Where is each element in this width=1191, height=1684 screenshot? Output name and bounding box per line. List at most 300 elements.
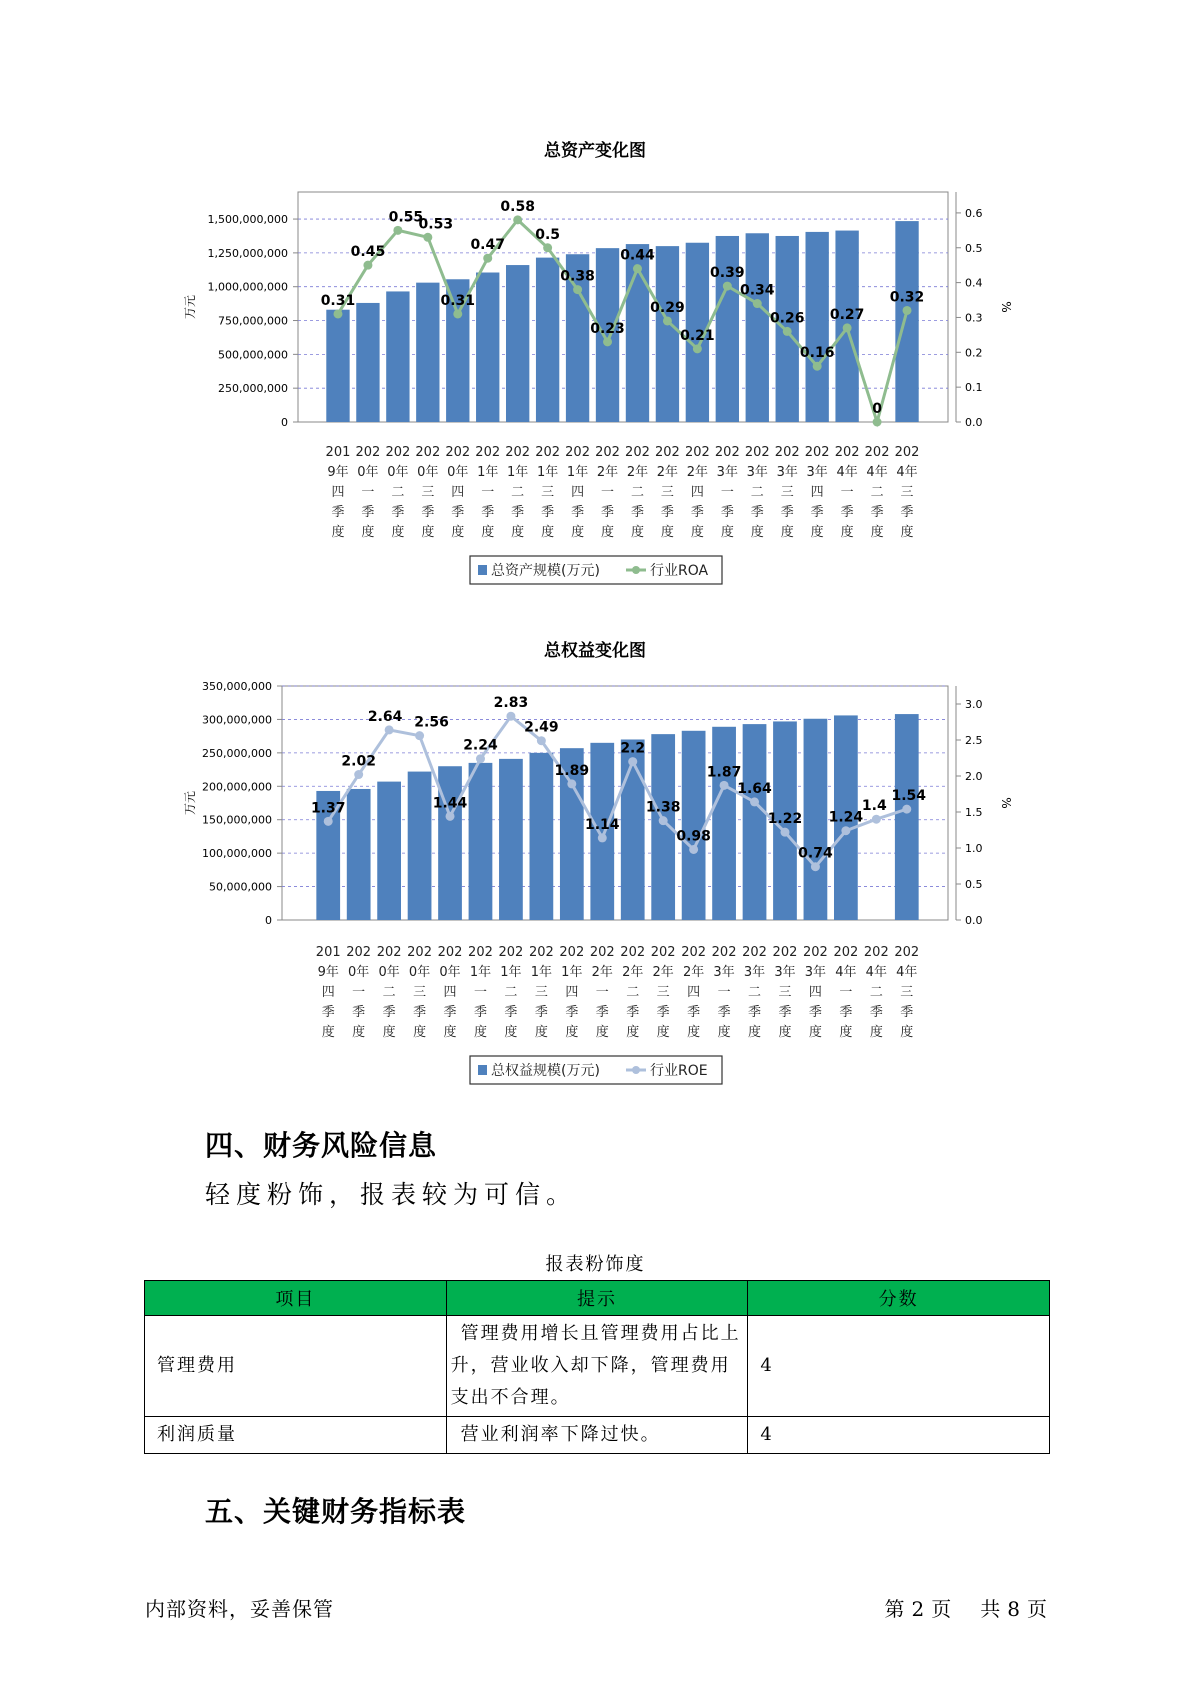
legend-label-bar: 总资产规模(万元) bbox=[491, 563, 600, 579]
column-header-hint: 提示 bbox=[446, 1281, 748, 1316]
bar bbox=[326, 310, 349, 422]
row-hint: 营业利润率下降过快。 bbox=[446, 1417, 748, 1454]
data-label: 1.24 bbox=[828, 809, 864, 826]
x-tick-label: 一 bbox=[839, 985, 853, 1000]
bar bbox=[386, 291, 409, 422]
x-tick-label: 度 bbox=[541, 525, 555, 540]
x-tick-label: 2年 bbox=[686, 465, 709, 480]
bar bbox=[536, 258, 559, 422]
x-tick-label: 1年 bbox=[536, 465, 559, 480]
x-tick-label: 1年 bbox=[566, 465, 589, 480]
x-tick-label: 202 bbox=[864, 445, 890, 460]
line-point bbox=[841, 826, 850, 835]
section4-heading: 四、财务风险信息 bbox=[205, 1129, 438, 1162]
x-tick-label: 三 bbox=[780, 485, 794, 500]
x-tick-label: 季 bbox=[780, 505, 794, 520]
data-label: 0.44 bbox=[620, 247, 655, 264]
x-tick-label: 3年 bbox=[743, 965, 766, 980]
x-tick-label: 4年 bbox=[836, 465, 858, 480]
x-tick-label: 度 bbox=[780, 525, 794, 540]
x-tick-label: 4年 bbox=[865, 965, 887, 980]
page-unit: 页 bbox=[931, 1597, 953, 1621]
line-point bbox=[354, 770, 363, 779]
x-tick-label: 9年 bbox=[317, 965, 339, 980]
line-point bbox=[873, 418, 882, 427]
x-tick-label: 四 bbox=[565, 985, 579, 1000]
line-point bbox=[483, 254, 492, 263]
y-left-tick-label: 150,000,000 bbox=[202, 813, 272, 827]
x-tick-label: 度 bbox=[778, 1025, 792, 1040]
line-point bbox=[663, 316, 672, 325]
x-tick-label: 度 bbox=[352, 1025, 366, 1040]
line-point bbox=[543, 243, 552, 252]
x-tick-label: 二 bbox=[630, 485, 644, 500]
x-tick-label: 季 bbox=[630, 505, 644, 520]
legend-swatch-bar bbox=[478, 565, 487, 575]
x-tick-label: 度 bbox=[869, 1025, 883, 1040]
table-row bbox=[145, 1417, 1050, 1454]
x-tick-label: 四 bbox=[690, 485, 704, 500]
x-tick-label: 度 bbox=[595, 1025, 609, 1040]
x-tick-label: 202 bbox=[475, 445, 501, 460]
x-tick-label: 度 bbox=[660, 525, 674, 540]
bar bbox=[499, 759, 523, 920]
y-left-tick-label: 100,000,000 bbox=[202, 847, 272, 861]
x-tick-label: 季 bbox=[595, 1005, 609, 1020]
x-tick-label: 二 bbox=[869, 985, 883, 1000]
x-tick-label: 季 bbox=[900, 1005, 914, 1020]
x-tick-label: 度 bbox=[717, 1025, 731, 1040]
x-tick-label: 二 bbox=[511, 485, 525, 500]
x-tick-label: 1年 bbox=[469, 965, 492, 980]
x-tick-label: 度 bbox=[473, 1025, 487, 1040]
line-point bbox=[415, 731, 424, 740]
x-tick-label: 季 bbox=[869, 1005, 883, 1020]
x-tick-label: 3年 bbox=[774, 965, 796, 980]
x-tick-label: 季 bbox=[571, 505, 585, 520]
row-hint: 管理费用增长且管理费用占比上升，营业收入却下降，管理费用支出不合理。 bbox=[446, 1316, 748, 1417]
line-point bbox=[780, 828, 789, 837]
x-tick-label: 度 bbox=[839, 1025, 853, 1040]
x-tick-label: 二 bbox=[391, 485, 405, 500]
line-point bbox=[513, 215, 522, 224]
line-point bbox=[423, 233, 432, 242]
x-tick-label: 度 bbox=[361, 525, 375, 540]
column-header-score: 分数 bbox=[748, 1281, 1050, 1316]
x-tick-label: 季 bbox=[626, 1005, 640, 1020]
total-equity-chart-svg bbox=[0, 620, 1191, 1100]
data-label: 0.31 bbox=[320, 292, 356, 309]
x-tick-label: 季 bbox=[656, 1005, 670, 1020]
total-num: 8 bbox=[1007, 1597, 1021, 1621]
x-tick-label: 一 bbox=[717, 985, 731, 1000]
data-label: 0 bbox=[872, 401, 882, 417]
line-point bbox=[659, 816, 668, 825]
data-label: 1.54 bbox=[891, 788, 927, 805]
y-left-tick-label: 0 bbox=[281, 416, 288, 429]
x-tick-label: 季 bbox=[839, 1005, 853, 1020]
data-label: 0.38 bbox=[560, 268, 595, 285]
x-tick-label: 一 bbox=[595, 985, 609, 1000]
y-left-tick-label: 50,000,000 bbox=[209, 880, 272, 894]
bar bbox=[682, 731, 706, 920]
x-tick-label: 0年 bbox=[357, 465, 379, 480]
x-tick-label: 季 bbox=[870, 505, 884, 520]
x-tick-label: 季 bbox=[473, 1005, 487, 1020]
bar bbox=[506, 265, 529, 422]
x-tick-label: 度 bbox=[443, 1025, 457, 1040]
x-tick-label: 四 bbox=[808, 985, 822, 1000]
x-tick-label: 度 bbox=[900, 525, 914, 540]
data-label: 0.39 bbox=[710, 265, 745, 282]
x-tick-label: 一 bbox=[481, 485, 495, 500]
x-tick-label: 202 bbox=[655, 445, 680, 460]
x-tick-label: 度 bbox=[382, 1025, 396, 1040]
x-tick-label: 9年 bbox=[327, 465, 349, 480]
x-tick-label: 度 bbox=[421, 525, 435, 540]
x-tick-label: 202 bbox=[565, 445, 590, 460]
line-point bbox=[813, 362, 822, 371]
data-label: 0.53 bbox=[418, 216, 454, 233]
x-tick-label: 4年 bbox=[896, 465, 918, 480]
x-tick-label: 度 bbox=[511, 525, 525, 540]
x-tick-label: 一 bbox=[720, 485, 734, 500]
total-assets-chart bbox=[0, 120, 1191, 600]
data-label: 1.22 bbox=[767, 811, 803, 828]
x-tick-label: 202 bbox=[772, 945, 798, 960]
y-left-tick-label: 500,000,000 bbox=[218, 348, 288, 362]
x-tick-label: 度 bbox=[840, 525, 854, 540]
line-point bbox=[811, 862, 820, 871]
x-tick-label: 二 bbox=[626, 985, 640, 1000]
y-right-axis-title: % bbox=[999, 797, 1013, 809]
data-label: 1.4 bbox=[861, 798, 887, 815]
x-tick-label: 度 bbox=[750, 525, 764, 540]
bar bbox=[529, 753, 553, 920]
y-left-tick-label: 350,000,000 bbox=[202, 680, 272, 693]
x-tick-label: 季 bbox=[900, 505, 914, 520]
legend-label-line: 行业ROA bbox=[650, 563, 709, 579]
data-label: 1.14 bbox=[585, 816, 620, 833]
x-tick-label: 202 bbox=[407, 945, 432, 960]
x-tick-label: 1年 bbox=[561, 965, 583, 980]
line-point bbox=[573, 285, 582, 294]
data-label: 0.74 bbox=[798, 845, 833, 862]
data-label: 0.47 bbox=[470, 237, 505, 254]
data-label: 0.34 bbox=[740, 282, 775, 299]
x-tick-label: 202 bbox=[535, 445, 561, 460]
column-header-item: 项目 bbox=[145, 1281, 447, 1316]
total-assets-chart-svg bbox=[0, 120, 1191, 600]
footer-confidential: 内部资料，妥善保管 bbox=[145, 1597, 334, 1621]
data-label: 0.58 bbox=[500, 198, 535, 215]
data-label: 2.49 bbox=[524, 719, 559, 736]
x-tick-label: 季 bbox=[660, 505, 674, 520]
x-tick-label: 季 bbox=[601, 505, 615, 520]
x-tick-label: 2年 bbox=[626, 465, 649, 480]
x-tick-label: 四 bbox=[810, 485, 824, 500]
y-right-tick-label: 0.4 bbox=[965, 276, 983, 290]
x-tick-label: 季 bbox=[391, 505, 405, 520]
x-tick-label: 度 bbox=[481, 525, 495, 540]
x-tick-label: 季 bbox=[565, 1005, 579, 1020]
line-point bbox=[720, 781, 729, 790]
y-left-tick-label: 200,000,000 bbox=[202, 780, 272, 794]
bar bbox=[377, 782, 401, 920]
line-point bbox=[902, 805, 911, 814]
x-tick-label: 度 bbox=[565, 1025, 579, 1040]
x-tick-label: 度 bbox=[690, 525, 704, 540]
y-right-tick-label: 0.5 bbox=[965, 241, 983, 255]
y-left-tick-label: 1,250,000,000 bbox=[207, 246, 288, 260]
data-label: 2.56 bbox=[414, 714, 449, 731]
y-left-tick-label: 1,500,000,000 bbox=[207, 213, 288, 227]
x-tick-label: 季 bbox=[750, 505, 764, 520]
y-right-tick-label: 0.1 bbox=[965, 381, 983, 395]
x-tick-label: 0年 bbox=[378, 965, 400, 980]
line-point bbox=[385, 725, 394, 734]
bar bbox=[743, 724, 767, 920]
chart-title: 总权益变化图 bbox=[544, 641, 646, 661]
line-point bbox=[603, 337, 612, 346]
x-tick-label: 202 bbox=[346, 945, 372, 960]
x-tick-label: 202 bbox=[714, 445, 740, 460]
x-tick-label: 度 bbox=[601, 525, 615, 540]
x-tick-label: 度 bbox=[504, 1025, 518, 1040]
x-tick-label: 4年 bbox=[866, 465, 888, 480]
line-point bbox=[567, 779, 576, 788]
x-tick-label: 度 bbox=[451, 525, 465, 540]
data-label: 1.37 bbox=[310, 800, 346, 817]
x-tick-label: 季 bbox=[840, 505, 854, 520]
x-tick-label: 季 bbox=[443, 1005, 457, 1020]
y-right-tick-label: 0.5 bbox=[965, 878, 983, 891]
x-tick-label: 3年 bbox=[713, 965, 735, 980]
page-num: 2 bbox=[911, 1597, 926, 1621]
data-label: 2.64 bbox=[367, 708, 403, 725]
x-tick-label: 三 bbox=[656, 985, 670, 1000]
y-right-tick-label: 0.0 bbox=[965, 914, 983, 927]
x-tick-label: 度 bbox=[687, 1025, 701, 1040]
bar bbox=[712, 727, 736, 920]
line-point bbox=[476, 754, 485, 763]
y-right-tick-label: 0.0 bbox=[965, 416, 983, 429]
x-tick-label: 季 bbox=[511, 505, 525, 520]
x-tick-label: 一 bbox=[352, 985, 366, 1000]
x-tick-label: 202 bbox=[894, 445, 920, 460]
x-tick-label: 季 bbox=[810, 505, 824, 520]
legend-swatch-bar bbox=[478, 1065, 487, 1075]
data-label: 0.31 bbox=[440, 292, 476, 309]
legend-label-bar: 总权益规模(万元) bbox=[491, 1063, 600, 1079]
x-tick-label: 202 bbox=[804, 445, 830, 460]
legend-swatch-dot bbox=[632, 566, 640, 574]
x-tick-label: 三 bbox=[413, 985, 427, 1000]
y-right-tick-label: 1.5 bbox=[965, 806, 983, 819]
bar bbox=[408, 772, 432, 920]
x-tick-label: 四 bbox=[571, 485, 585, 500]
y-right-tick-label: 2.0 bbox=[965, 770, 983, 783]
x-tick-label: 一 bbox=[473, 985, 487, 1000]
page-prefix: 第 bbox=[884, 1597, 906, 1621]
y-left-tick-label: 250,000,000 bbox=[218, 382, 288, 396]
line-point bbox=[446, 812, 455, 821]
x-tick-label: 一 bbox=[601, 485, 615, 500]
data-label: 0.32 bbox=[889, 289, 925, 306]
y-right-tick-label: 1.0 bbox=[965, 842, 983, 855]
x-tick-label: 季 bbox=[534, 1005, 548, 1020]
data-label: 1.89 bbox=[554, 762, 590, 779]
x-tick-label: 三 bbox=[900, 985, 914, 1000]
x-tick-label: 202 bbox=[744, 445, 770, 460]
x-tick-label: 202 bbox=[528, 945, 554, 960]
bar bbox=[476, 273, 499, 423]
data-label: 0.21 bbox=[680, 327, 715, 344]
x-tick-label: 202 bbox=[376, 945, 402, 960]
x-tick-label: 202 bbox=[834, 445, 860, 460]
whitewash-table bbox=[144, 1280, 1050, 1454]
x-tick-label: 1年 bbox=[477, 465, 499, 480]
y-right-tick-label: 2.5 bbox=[965, 734, 983, 747]
bar bbox=[805, 232, 828, 422]
x-tick-label: 2年 bbox=[652, 965, 674, 980]
line-point bbox=[750, 797, 759, 806]
data-label: 0.98 bbox=[676, 828, 711, 845]
x-tick-label: 三 bbox=[900, 485, 914, 500]
x-tick-label: 四 bbox=[687, 985, 701, 1000]
x-tick-label: 三 bbox=[778, 985, 792, 1000]
x-tick-label: 201 bbox=[325, 445, 351, 460]
x-tick-label: 202 bbox=[445, 445, 471, 460]
data-label: 0.45 bbox=[350, 244, 386, 261]
x-tick-label: 202 bbox=[803, 945, 828, 960]
x-tick-label: 202 bbox=[385, 445, 411, 460]
x-tick-label: 度 bbox=[656, 1025, 670, 1040]
x-tick-label: 二 bbox=[870, 485, 884, 500]
x-tick-label: 度 bbox=[534, 1025, 548, 1040]
x-tick-label: 二 bbox=[504, 985, 518, 1000]
x-tick-label: 二 bbox=[748, 985, 762, 1000]
y-right-tick-label: 0.6 bbox=[965, 206, 983, 220]
line-point bbox=[333, 309, 342, 318]
x-tick-label: 季 bbox=[717, 1005, 731, 1020]
x-tick-label: 季 bbox=[541, 505, 555, 520]
line-point bbox=[693, 344, 702, 353]
y-left-axis-title: 万元 bbox=[183, 790, 197, 816]
x-tick-label: 202 bbox=[650, 945, 676, 960]
data-label: 1.64 bbox=[737, 780, 772, 797]
data-label: 2.2 bbox=[620, 740, 646, 757]
x-tick-label: 4年 bbox=[835, 965, 857, 980]
x-tick-label: 三 bbox=[421, 485, 435, 500]
x-tick-label: 季 bbox=[808, 1005, 822, 1020]
x-tick-label: 三 bbox=[541, 485, 555, 500]
data-label: 0.5 bbox=[535, 226, 561, 243]
line-point bbox=[903, 306, 912, 315]
x-tick-label: 季 bbox=[720, 505, 734, 520]
data-label: 0.16 bbox=[799, 345, 835, 362]
bar bbox=[895, 221, 918, 422]
y-left-tick-label: 0 bbox=[265, 914, 272, 927]
x-tick-label: 季 bbox=[690, 505, 704, 520]
row-item: 利润质量 bbox=[145, 1417, 447, 1454]
x-tick-label: 季 bbox=[451, 505, 465, 520]
x-tick-label: 度 bbox=[748, 1025, 762, 1040]
data-label: 2.83 bbox=[493, 695, 529, 712]
data-label: 0.29 bbox=[650, 299, 685, 316]
line-point bbox=[872, 815, 881, 824]
x-tick-label: 度 bbox=[810, 525, 824, 540]
x-tick-label: 3年 bbox=[746, 465, 768, 480]
line-point bbox=[723, 282, 732, 291]
y-left-tick-label: 250,000,000 bbox=[202, 746, 272, 760]
bar bbox=[895, 714, 919, 920]
section4-summary: 轻度粉饰，报表较为可信。 bbox=[205, 1180, 578, 1209]
x-tick-label: 季 bbox=[361, 505, 375, 520]
legend-swatch-dot bbox=[632, 1066, 640, 1074]
x-tick-label: 2年 bbox=[622, 965, 644, 980]
x-tick-label: 0年 bbox=[348, 965, 370, 980]
x-tick-label: 3年 bbox=[804, 965, 827, 980]
x-tick-label: 度 bbox=[391, 525, 405, 540]
x-tick-label: 202 bbox=[742, 945, 767, 960]
row-score: 4 bbox=[748, 1316, 1050, 1417]
bar bbox=[416, 283, 439, 422]
bar bbox=[347, 789, 371, 920]
data-label: 0.23 bbox=[590, 320, 625, 337]
data-label: 0.55 bbox=[388, 209, 424, 226]
total-unit: 页 bbox=[1027, 1597, 1048, 1621]
x-tick-label: 202 bbox=[863, 945, 889, 960]
line-point bbox=[506, 712, 515, 721]
data-label: 1.38 bbox=[645, 799, 681, 816]
x-tick-label: 度 bbox=[626, 1025, 640, 1040]
x-tick-label: 一 bbox=[361, 485, 375, 500]
data-label: 2.02 bbox=[341, 753, 376, 770]
row-item: 管理费用 bbox=[145, 1316, 447, 1417]
bar bbox=[621, 739, 645, 920]
x-tick-label: 二 bbox=[382, 985, 396, 1000]
table-header-row bbox=[145, 1281, 1050, 1316]
y-right-tick-label: 3.0 bbox=[965, 698, 983, 711]
bar bbox=[469, 763, 493, 920]
x-tick-label: 季 bbox=[481, 505, 495, 520]
bar bbox=[656, 246, 679, 422]
x-tick-label: 一 bbox=[840, 485, 854, 500]
line-point bbox=[843, 323, 852, 332]
x-tick-label: 202 bbox=[595, 445, 620, 460]
x-tick-label: 2年 bbox=[656, 465, 679, 480]
x-tick-label: 202 bbox=[681, 945, 707, 960]
x-tick-label: 202 bbox=[468, 945, 493, 960]
x-tick-label: 2年 bbox=[682, 965, 705, 980]
data-label: 2.24 bbox=[463, 737, 498, 754]
y-right-tick-label: 0.3 bbox=[965, 311, 983, 325]
line-point bbox=[633, 264, 642, 273]
x-tick-label: 度 bbox=[808, 1025, 822, 1040]
x-tick-label: 202 bbox=[774, 445, 800, 460]
line-point bbox=[363, 261, 372, 270]
x-tick-label: 度 bbox=[720, 525, 734, 540]
total-prefix: 共 bbox=[980, 1597, 1002, 1621]
chart-title: 总资产变化图 bbox=[544, 141, 646, 161]
x-tick-label: 三 bbox=[534, 985, 548, 1000]
x-tick-label: 度 bbox=[870, 525, 884, 540]
y-left-tick-label: 1,000,000,000 bbox=[207, 280, 288, 294]
x-tick-label: 四 bbox=[331, 485, 345, 500]
x-tick-label: 1年 bbox=[507, 465, 529, 480]
x-tick-label: 202 bbox=[355, 445, 381, 460]
